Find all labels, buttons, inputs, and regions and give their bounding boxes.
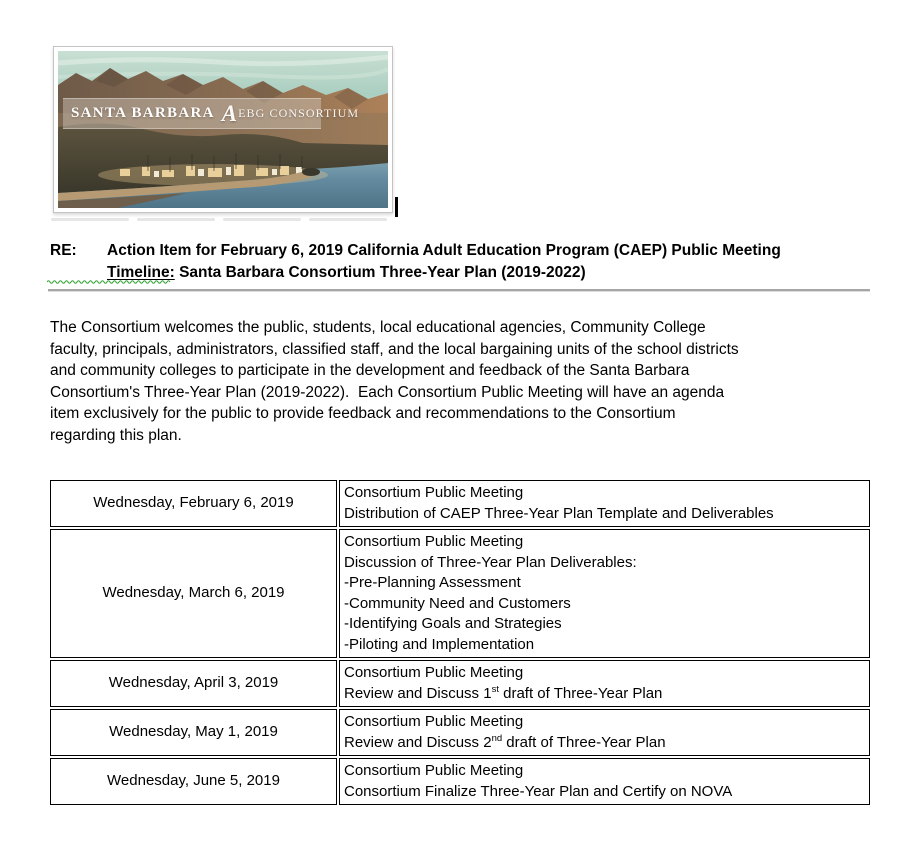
subject-line-2 <box>107 262 781 284</box>
schedule-table-row <box>50 529 870 658</box>
meeting-date-cell[interactable]: Wednesday, June 5, 2019 <box>50 758 337 805</box>
schedule-table-body <box>50 480 870 805</box>
meeting-details-line: -Community Need and Customers <box>344 594 571 612</box>
meeting-details-line: Consortium Finalize Three-Year Plan and Certify on NOVA <box>344 782 733 800</box>
meeting-details-line: Review and Discuss 1st draft of Three-Year Plan <box>344 683 663 702</box>
paragraph-line: regarding this plan. <box>50 426 182 444</box>
meeting-details-line: Discussion of Three-Year Plan Deliverables: <box>344 553 637 571</box>
memo-subject-block[interactable] <box>50 240 872 284</box>
meeting-details-line: -Pre-Planning Assessment <box>344 574 521 591</box>
meeting-date-cell[interactable]: Wednesday, March 6, 2019 <box>50 529 337 658</box>
header-photo-frame[interactable] <box>53 46 393 213</box>
meeting-details-line: -Identifying Goals and Strategies <box>344 615 562 632</box>
banner-title-text: SANTA BARBARA <box>71 105 215 121</box>
banner-subtitle-text: EBG CONSORTIUM <box>238 106 360 120</box>
meeting-details-cell[interactable] <box>339 660 870 707</box>
meeting-details-line: -Piloting and Implementation <box>344 635 535 653</box>
meeting-schedule-table[interactable] <box>48 478 872 807</box>
text-cursor <box>395 197 398 217</box>
meeting-details-cell[interactable] <box>339 529 870 658</box>
meeting-details-line: Consortium Public Meeting <box>344 533 524 550</box>
meeting-date-cell[interactable]: Wednesday, April 3, 2019 <box>50 660 337 707</box>
schedule-table-row <box>50 660 870 707</box>
paragraph-line: and community colleges to participate in the development and feedback of the Santa Barbara <box>50 362 690 379</box>
paragraph-line: The Consortium welcomes the public, students, local educational agencies, Community College <box>50 319 706 336</box>
meeting-details-cell[interactable] <box>339 480 870 527</box>
timeline-rest-text: Santa Barbara Consortium Three-Year Plan (2019-2022) <box>174 264 586 281</box>
re-label: RE: <box>50 242 77 259</box>
banner-script-a: A <box>221 100 238 126</box>
subject-line-1: Action Item for February 6, 2019 California Adult Education Program (CAEP) Public Meeting <box>107 242 781 259</box>
photo-drop-shadow <box>51 218 387 221</box>
paragraph-line: item exclusively for the public to provide feedback and recommendations to the Consortium <box>50 405 676 422</box>
santa-barbara-coastline-photo <box>58 51 388 208</box>
meeting-date-cell[interactable]: Wednesday, May 1, 2019 <box>50 709 337 756</box>
grammar-squiggle-underline <box>47 279 171 284</box>
horizontal-rule <box>48 289 870 291</box>
meeting-details-line: Consortium Public Meeting <box>344 713 524 730</box>
meeting-details-line: Distribution of CAEP Three-Year Plan Template and Deliverables <box>344 504 774 522</box>
schedule-table-row <box>50 758 870 805</box>
consortium-banner-overlay <box>63 98 360 129</box>
timeline-underlined-word: Timeline: <box>107 264 175 281</box>
meeting-details-line: Consortium Public Meeting <box>344 664 524 681</box>
paragraph-line: Consortium's Three-Year Plan (2019-2022). Each Consortium Public Meeting will have an agenda <box>50 383 725 401</box>
schedule-table-row <box>50 709 870 756</box>
paragraph-line: faculty, principals, administrators, classified staff, and the local bargaining units of the school districts <box>50 340 739 358</box>
meeting-details-cell[interactable] <box>339 758 870 805</box>
schedule-table-row <box>50 480 870 527</box>
body-paragraph[interactable] <box>50 317 880 446</box>
meeting-details-line: Consortium Public Meeting <box>344 762 524 779</box>
ordinal-superscript: nd <box>491 732 503 744</box>
meeting-date-cell[interactable]: Wednesday, February 6, 2019 <box>50 480 337 527</box>
meeting-details-line: Consortium Public Meeting <box>344 484 524 501</box>
subject-lines <box>107 240 781 284</box>
ordinal-superscript: st <box>491 683 499 695</box>
squiggle-path <box>47 281 170 284</box>
meeting-details-cell[interactable] <box>339 709 870 756</box>
meeting-details-line: Review and Discuss 2nd draft of Three-Year Plan <box>344 732 666 751</box>
coastline-photo-art <box>58 51 388 208</box>
